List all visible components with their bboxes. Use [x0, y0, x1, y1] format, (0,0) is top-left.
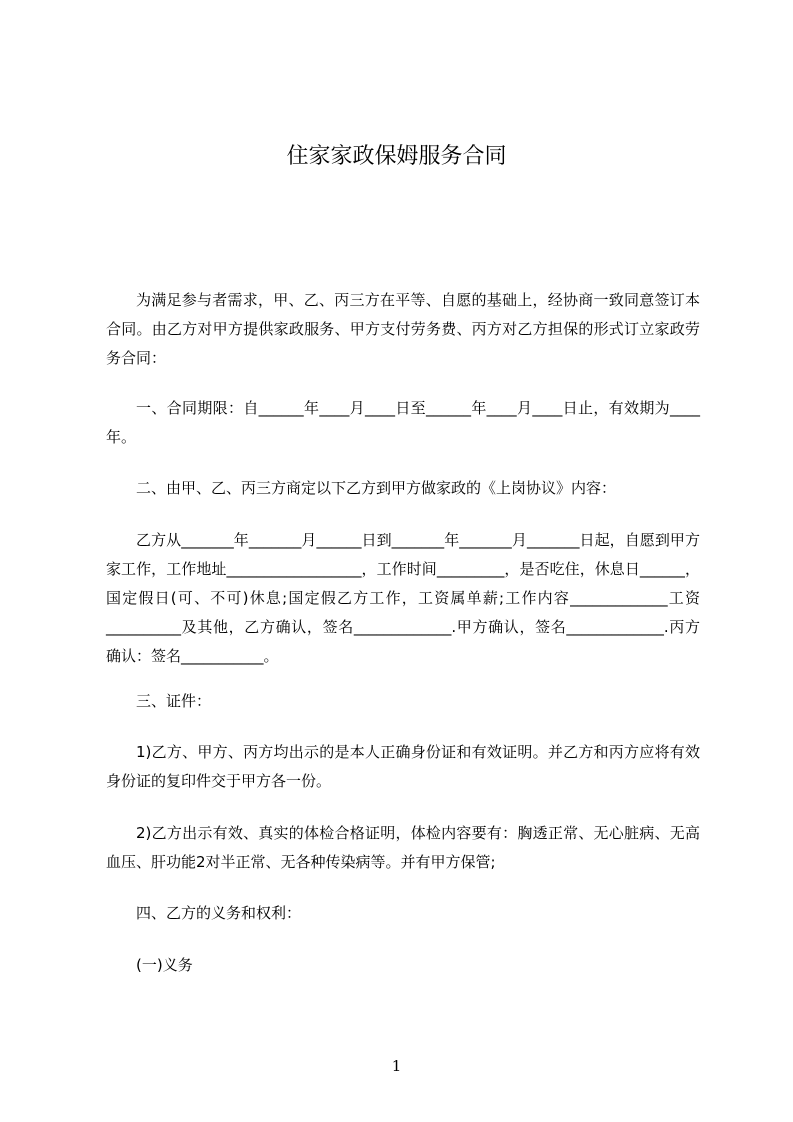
- paragraph-obligations-heading: (一)义务: [136, 956, 193, 974]
- paragraph-contract-term: 一、合同期限：自______年____月____日至______年____月____日止，有效期为____年。: [106, 399, 700, 446]
- paragraph-section-four-heading: 四、乙方的义务和权利：: [136, 904, 302, 922]
- paragraph-preamble: 为满足参与者需求，甲、乙、丙三方在平等、自愿的基础上，经协商一致同意签订本合同。由乙方对甲方提供家政服务、甲方支付劳务费、丙方对乙方担保的形式订立家政劳务合同：: [106, 291, 700, 367]
- page-number: 1: [391, 1057, 402, 1075]
- document-title: 住家家政保姆服务合同: [286, 144, 507, 169]
- paragraph-section-two-heading: 二、由甲、乙、丙三方商定以下乙方到甲方做家政的《上岗协议》内容：: [136, 479, 617, 497]
- paragraph-work-agreement: 乙方从_______年_______月______日到_______年_______月_______日起，自愿到甲方家工作，工作地址__________________，工作时间_________，是否吃住，休息日______，国定假日(可、不可)休息;国定假乙方工作，工资属单薪;工作内容_____________工资__________及其他，乙方确认，签名_____________.甲方确认，签名_____________.丙方确认：签名___________。: [106, 531, 700, 665]
- paragraph-id-documents: 1)乙方、甲方、丙方均出示的是本人正确身份证和有效证明。并乙方和丙方应将有效身份证的复印件交于甲方各一份。: [106, 743, 700, 790]
- paragraph-health-certificate: 2)乙方出示有效、真实的体检合格证明，体检内容要有：胸透正常、无心脏病、无高血压、肝功能2对半正常、无各种传染病等。并有甲方保管;: [106, 824, 700, 871]
- paragraph-section-three-heading: 三、证件：: [136, 692, 212, 710]
